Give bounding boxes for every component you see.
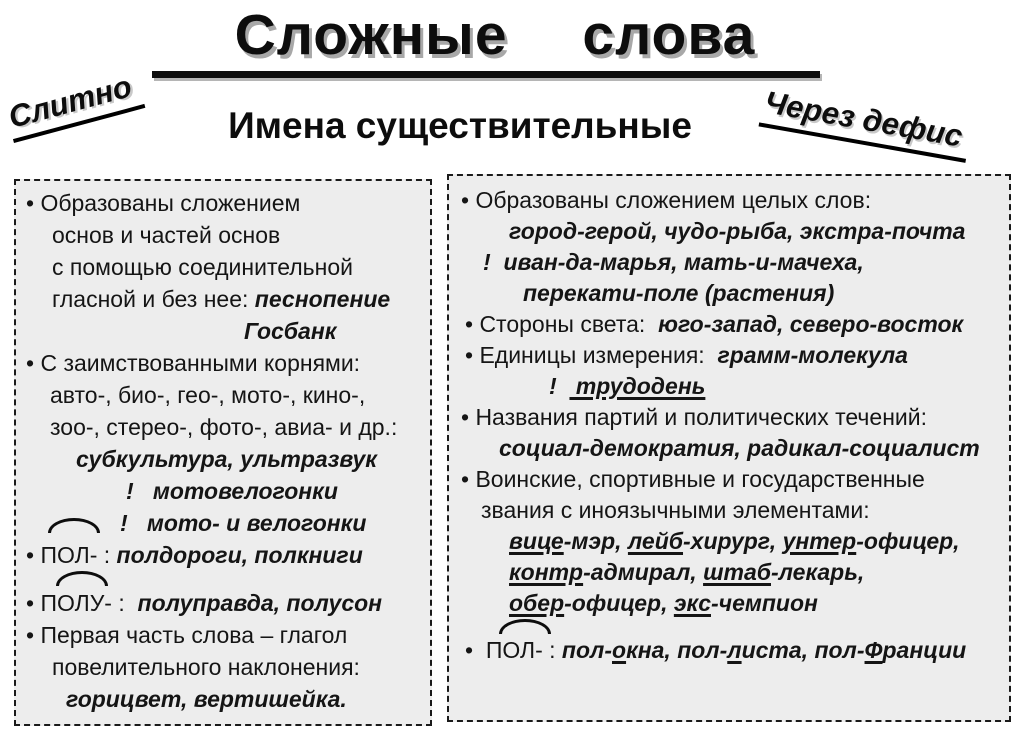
text-line	[26, 251, 430, 283]
text-line	[26, 219, 430, 251]
text-line	[26, 651, 430, 683]
text-segment: • Образованы сложением целых слов:	[461, 187, 872, 213]
right-panel-cherez-defis	[447, 174, 1011, 722]
text-segment: повелительного наклонения:	[52, 654, 360, 680]
text-segment: -чемпион	[711, 590, 818, 616]
text-segment: обер	[509, 590, 565, 616]
text-segment: основ и частей основ	[52, 222, 281, 248]
text-segment: о	[612, 637, 627, 663]
text-segment: л	[727, 637, 742, 663]
text-line	[26, 315, 430, 347]
text-segment: -хирург,	[683, 528, 783, 554]
text-segment: !	[483, 249, 504, 275]
text-segment: иста,	[741, 637, 815, 663]
root-arc-icon	[48, 518, 100, 533]
text-segment: • Единицы измерения:	[465, 342, 718, 368]
text-line	[461, 216, 1009, 247]
text-segment: • Названия партий и политических течений:	[461, 404, 927, 430]
text-line	[26, 619, 430, 651]
text-segment: • Воинские, спортивные и государственные	[461, 466, 925, 492]
text-segment: грамм-молекула	[717, 342, 908, 368]
text-segment: город-герой, чудо-рыба, экстра-почта	[509, 218, 966, 244]
text-segment: песнопение	[254, 286, 391, 312]
text-segment: • ПОЛ- :	[26, 542, 117, 568]
text-segment: • Образованы сложением	[26, 190, 301, 216]
text-segment: Госбанк	[244, 318, 337, 344]
text-segment: -лекарь,	[771, 559, 865, 585]
text-segment: горицвет, вертишейка.	[66, 686, 347, 712]
text-line	[461, 278, 1009, 309]
text-line	[461, 402, 1009, 433]
text-segment: с помощью соединительной	[52, 254, 353, 280]
text-line	[461, 635, 1009, 666]
text-segment: пол-	[561, 637, 612, 663]
text-line	[26, 443, 430, 475]
text-segment: ранции	[882, 637, 967, 663]
root-arc-row	[461, 619, 1009, 635]
text-segment: Ф	[864, 637, 883, 663]
title-underline	[152, 71, 820, 78]
text-segment: полдороги, полкниги	[116, 542, 363, 568]
text-line	[26, 187, 430, 219]
root-arc-icon	[56, 571, 108, 586]
text-segment: звания с иноязычными элементами:	[481, 497, 870, 523]
text-segment: лейб	[627, 528, 684, 554]
text-line	[26, 379, 430, 411]
text-line	[26, 411, 430, 443]
text-segment: контр	[509, 559, 584, 585]
text-segment: -офицер,	[564, 590, 674, 616]
text-line	[26, 283, 430, 315]
text-line	[26, 539, 430, 571]
text-segment: ! мотовелогонки	[126, 478, 338, 504]
text-segment: перекати-поле (растения)	[523, 280, 835, 306]
text-segment: авто-, био-, гео-, мото-, кино-,	[50, 382, 366, 408]
text-segment: штаб	[703, 559, 771, 585]
text-segment: • ПОЛ- :	[465, 637, 562, 663]
root-arc-icon	[499, 619, 551, 634]
text-segment: экс	[673, 590, 711, 616]
text-line	[26, 347, 430, 379]
text-line	[461, 464, 1009, 495]
text-segment: • ПОЛУ- :	[26, 590, 138, 616]
text-line	[26, 507, 430, 539]
text-line	[26, 475, 430, 507]
root-arc-row	[26, 571, 430, 587]
text-line	[461, 526, 1009, 557]
text-segment: кна,	[626, 637, 678, 663]
text-segment: зоо-, стерео-, фото-, авиа- и др.:	[50, 414, 398, 440]
text-segment: • С заимствованными корнями:	[26, 350, 361, 376]
text-segment: трудодень	[569, 373, 706, 399]
label-cherez-defis: Через дефис	[759, 84, 973, 163]
text-segment: унтер	[782, 528, 857, 554]
page-subtitle: Имена существительные	[228, 105, 692, 146]
text-line	[461, 433, 1009, 464]
page-title: Сложные слова	[234, 3, 756, 67]
left-panel-slitno	[14, 179, 432, 726]
text-segment: вице	[509, 528, 564, 554]
text-line	[461, 371, 1009, 402]
text-segment: субкультура, ультразвук	[76, 446, 377, 472]
text-line	[461, 340, 1009, 371]
text-line	[461, 309, 1009, 340]
text-segment: пол-	[677, 637, 728, 663]
text-segment: • Первая часть слова – глагол	[26, 622, 348, 648]
text-segment: иван-да-марья, мать-и-мачеха,	[503, 249, 864, 275]
text-segment: полуправда, полусон	[137, 590, 383, 616]
text-segment: пол-	[814, 637, 865, 663]
text-segment: !	[549, 373, 570, 399]
text-line	[26, 587, 430, 619]
text-line	[461, 247, 1009, 278]
text-line	[461, 185, 1009, 216]
text-segment: • Стороны света:	[465, 311, 659, 337]
text-segment: -офицер,	[856, 528, 960, 554]
text-line	[26, 683, 430, 715]
label-slitno: Слитно	[3, 66, 145, 143]
text-segment: гласной и без нее:	[52, 286, 255, 312]
text-segment: социал-демократия, радикал-социалист	[499, 435, 980, 461]
text-line	[461, 495, 1009, 526]
text-segment: -мэр,	[563, 528, 628, 554]
text-segment: ! мото- и велогонки	[120, 510, 367, 536]
text-line	[461, 557, 1009, 588]
text-line	[461, 588, 1009, 619]
text-segment: -адмирал,	[583, 559, 704, 585]
text-segment: юго-запад, северо-восток	[658, 311, 964, 337]
